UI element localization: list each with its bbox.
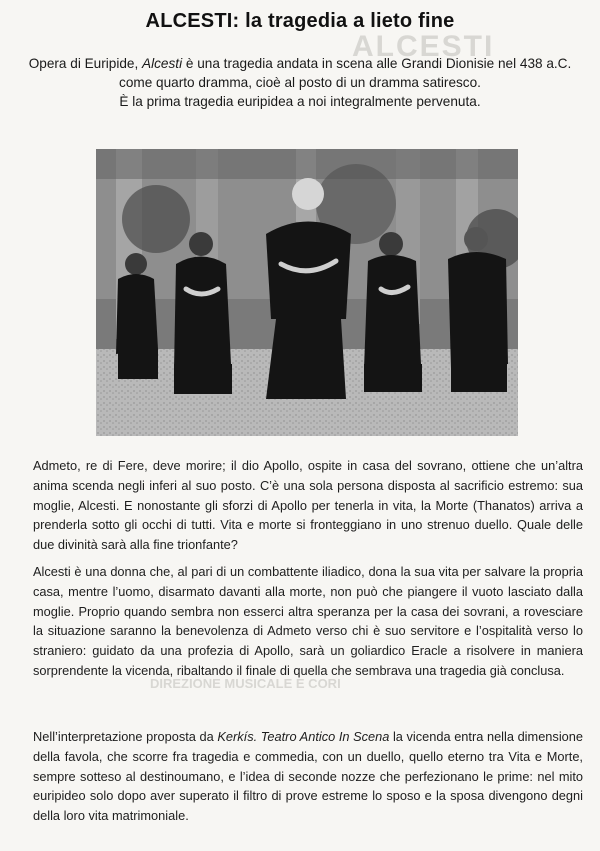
theatre-photo-image bbox=[96, 149, 518, 436]
intro-line-3: È la prima tragedia euripidea a noi integralmente pervenuta. bbox=[119, 94, 481, 109]
intro-line-1-pre: Opera di Euripide, bbox=[28, 56, 143, 71]
paragraph-interpretation bbox=[33, 727, 583, 826]
show-through-watermark: ALCESTI bbox=[352, 30, 495, 63]
title-prefix: ALCESTI bbox=[145, 10, 233, 32]
intro-line-1-title: Alcesti bbox=[142, 56, 183, 71]
intro-line-1 bbox=[20, 54, 580, 73]
paragraph-alcesti: Alcesti è una donna che, al pari di un combattente iliadico, dona la sua vita per salvare la propria casa, mentre l’uomo, disarmato davanti alla morte, non può che piangere il vuoto lasciato dalla moglie. Proprio quando sembra non esserci altra speranza per la casa dei sovrani, a rovesciare la situazione saranno la benevolenza di Admeto verso chi è suo servitore e l’ospitalità verso lo straniero: guidato da una profezia di Apollo, sarà un goliardico Eracle a risolvere in maniera sorprendente la vicenda, ribaltando il finale di quella che sembrava una tragedia già conclusa. bbox=[33, 564, 583, 678]
company-name: Kerkís. Teatro Antico In Scena bbox=[217, 729, 390, 744]
title-suffix: : la tragedia a lieto fine bbox=[232, 10, 455, 32]
theatre-photo bbox=[96, 149, 518, 436]
page-title bbox=[0, 10, 600, 33]
show-through-watermark-2: DIREZIONE MUSICALE E CORI bbox=[150, 676, 341, 691]
paragraph-3-post: la vicenda entra nella dimensione della favola, che scorre fra tragedia e commedia, con un duello, quello eterno tra Vita e Morte, sempre sotteso al destinoumano, e l’idea di seconde nozze che perfezionano le prime: nel mito euripideo solo dopo aver superato il filtro di prove estreme lo sposo e la sposa divengono degni della loro vita matrimoniale. bbox=[33, 729, 584, 824]
paragraph-plot: Admeto, re di Fere, deve morire; il dio Apollo, ospite in casa del sovrano, ottiene che un’altra anima scenda negli inferi al suo posto. C’è una sola persona disposta al sacrificio estremo: sua moglie, Alcesti. E nonostante gli sforzi di Apollo per tenerla in vita, la Morte (Thanatos) arriva a prenderla sotto gli occhi di tutti. Vita e morte si fronteggiano in uno strenuo duello. Quale delle due divinità sarà alla fine trionfante? bbox=[33, 458, 583, 553]
intro-line-2: come quarto dramma, cioè al posto di un dramma satiresco. bbox=[119, 75, 481, 90]
intro-block bbox=[20, 54, 580, 111]
intro-line-1-post: è una tragedia andata in scena alle Grandi Dionisie nel 438 a.C. bbox=[182, 56, 572, 71]
paragraph-3-pre: Nell’interpretazione proposta da bbox=[33, 729, 218, 744]
